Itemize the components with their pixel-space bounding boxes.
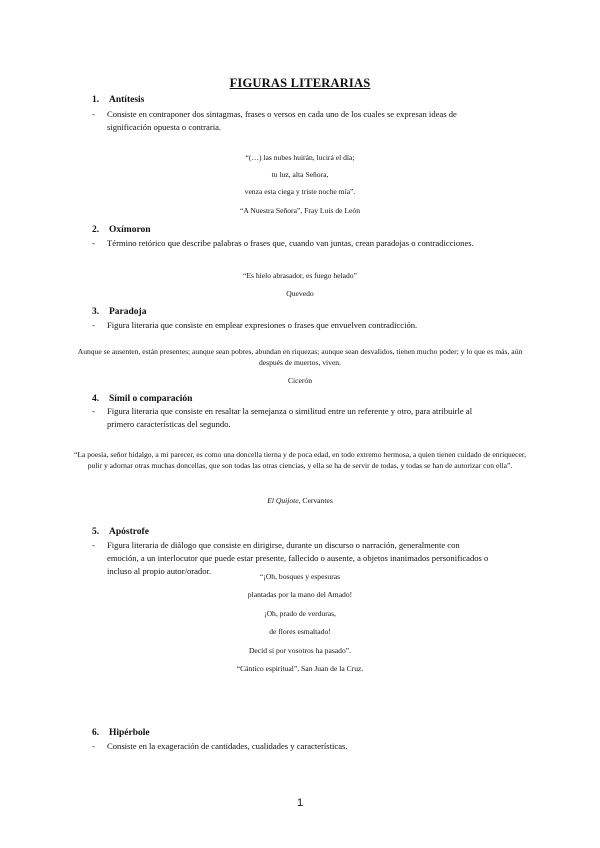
example-line: Decid si por vosotros ha pasado”. [248,646,352,655]
section-title: Apóstrofe [109,527,149,537]
section-heading-oximoron [92,225,151,235]
section-title: Símil o comparación [109,394,193,404]
section-title: Oxímoron [109,225,151,235]
section-heading-hiperbole [92,728,150,738]
section-number: 2. [92,225,100,235]
section-number: 1. [92,95,100,105]
section-title: Hipérbole [109,728,150,738]
section-heading-antitesis [92,95,144,105]
example-line: tu luz, alta Señora, [271,170,329,179]
section-title: Antítesis [109,95,145,105]
section-description: - Consiste en contraponer dos sintagmas, frases o versos en cada uno de los cuales se expresan ideas de significación opuesta o contraria. [92,109,457,132]
section-description: - Figura literaria de diálogo que consiste en dirigirse, durante un discurso o narración, generalmente con emoción, a un interlocutor que puede estar presente, fallecido o ausente, a objetos inanimados personificados o incluso al propio autor/orador. [92,540,489,576]
example-source: “A Nuestra Señora”, Fray Luis de León [240,206,360,215]
section-title: Paradoja [109,307,147,317]
example-source: El Quijote, Cervantes [267,496,333,505]
example-source: Cicerón [287,376,313,385]
page-number: 1 [296,797,304,809]
example-line: plantadas por la mano del Amado! [247,590,353,599]
section-description: - Término retórico que describe palabras o frases que, cuando van juntas, crean paradojas o contradicciones. [92,238,474,248]
section-description: - Consiste en la exageración de cantidades, cualidades y características. [92,741,348,751]
section-description: - Figura literaria que consiste en resaltar la semejanza o similitud entre un referente y otro, para atribuirle al primero características del segundo. [92,406,473,429]
example-line: “¡Oh, bosques y espesuras [259,572,341,581]
example-line: “Es hielo abrasador, es fuego helado” [243,271,357,280]
example-line: “(…) las nubes huirán, lucirá el día; [245,153,355,162]
section-heading-apostrofe [92,527,149,537]
example-source: Quevedo [286,289,314,298]
example-source: “Cántico espiritual”, San Juan de la Cruz. [236,664,364,673]
example-line: de flores esmaltado! [269,627,331,636]
section-number: 6. [92,728,100,738]
example-line: venza esta ciega y triste noche mía”. [244,187,356,196]
section-number: 5. [92,527,100,537]
section-heading-simil [92,394,192,404]
page-title: FIGURAS LITERARIAS [229,76,371,90]
section-heading-paradoja [92,307,146,317]
section-number: 3. [92,307,100,317]
example-line: ¡Oh, prado de verduras, [264,609,336,618]
example-line: “La poesía, señor hidalgo, a mi parecer, es como una doncella tierna y de poca edad, en todo extremo hermosa, a quien tienen cuidado de enriquecer, pulir y adornar otras muchas doncellas, que son todas las otras ciencias, y ella se ha de servir de todas, y todas se han de autorizar con ella”. [73,450,527,470]
section-number: 4. [92,394,100,404]
section-description: - Figura literaria que consiste en emplear expresiones o frases que envuelven contradicción. [92,320,418,330]
example-line: Aunque se ausenten, están presentes; aunque sean pobres, abundan en riquezas; aunque sean desvalidos, tienen mucho poder; y lo que es más, aún después de muertos, viven. [77,347,523,367]
